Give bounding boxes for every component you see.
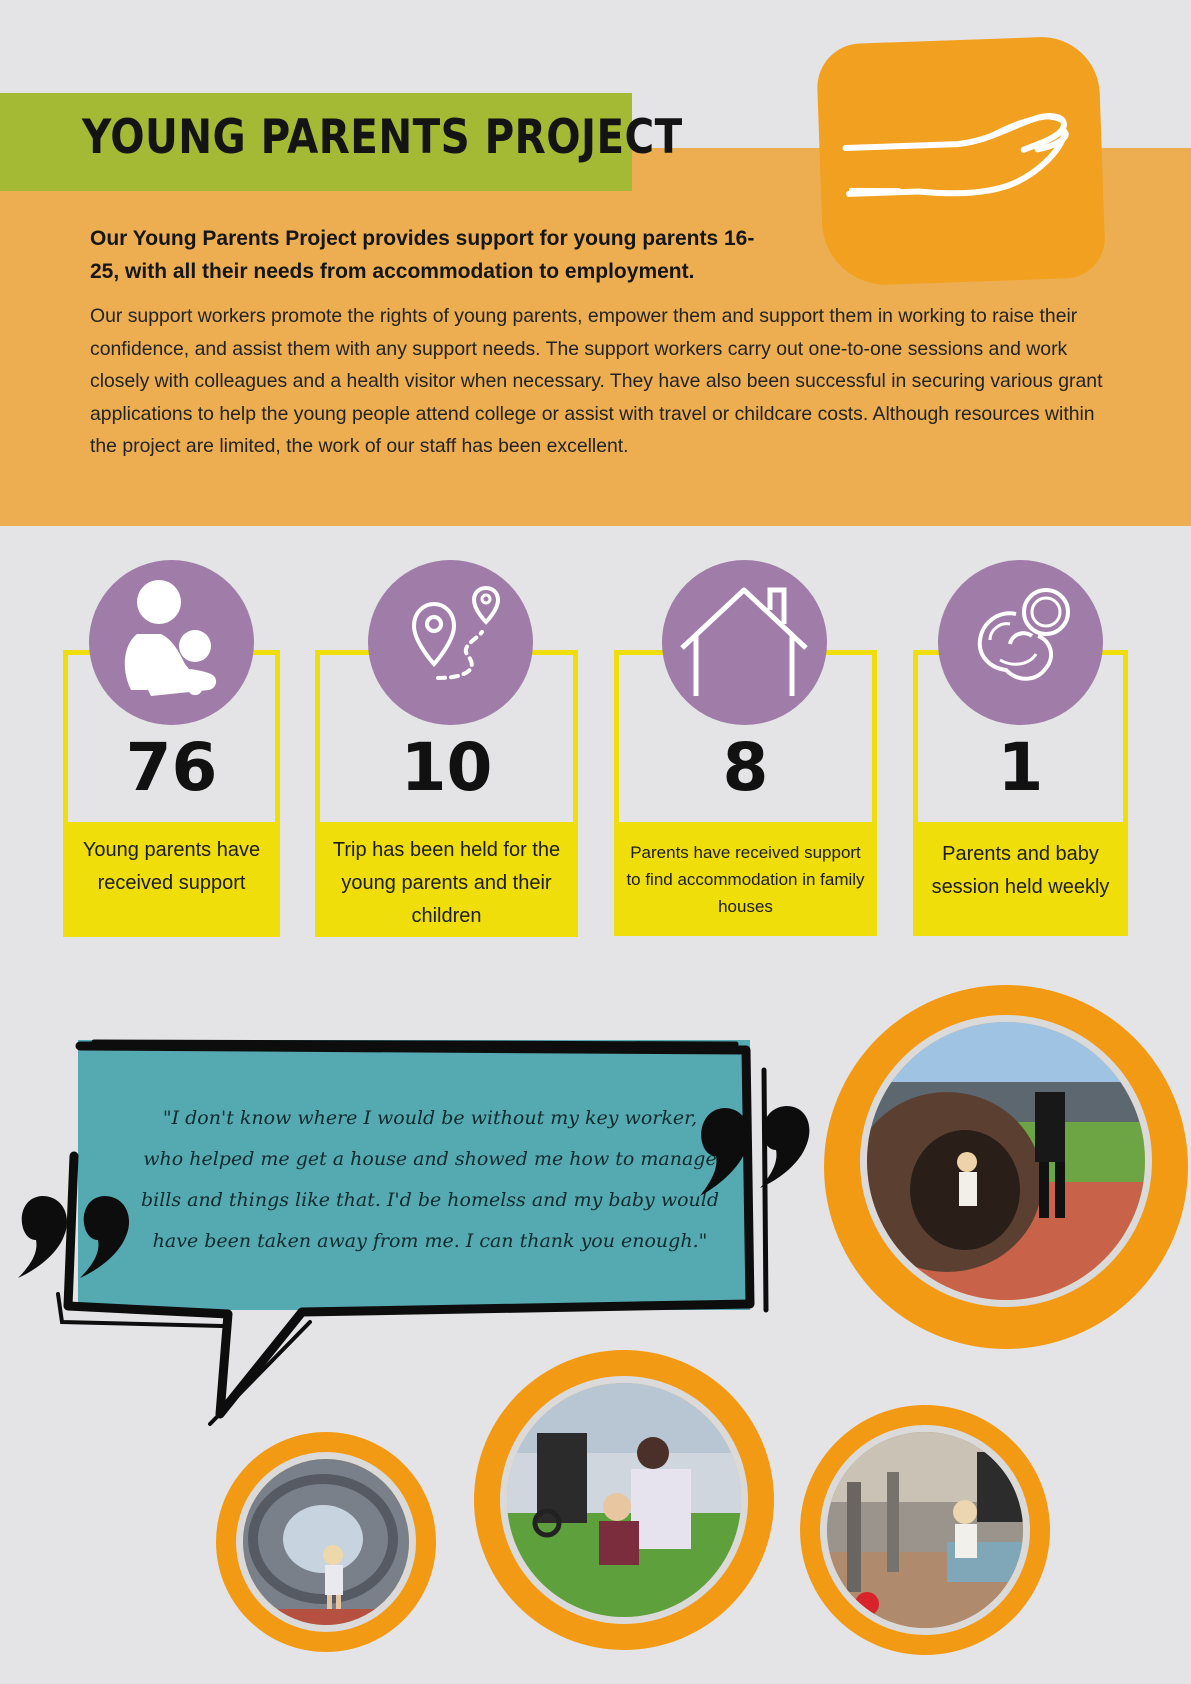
hand-tile bbox=[816, 35, 1106, 287]
stat-value: 8 bbox=[722, 729, 769, 806]
photo-ring bbox=[824, 985, 1188, 1349]
stat-label: Young parents have received support bbox=[82, 839, 261, 894]
stat-value: 10 bbox=[400, 729, 493, 806]
playground-grass-photo bbox=[500, 1376, 748, 1624]
page-title: YOUNG PARENTS PROJECT bbox=[82, 110, 683, 165]
open-quote-icon bbox=[12, 1192, 138, 1282]
playground-tunnel-photo bbox=[860, 1015, 1152, 1307]
photo-ring bbox=[216, 1432, 436, 1652]
tunnel-interior-photo bbox=[236, 1452, 416, 1632]
open-hand-icon bbox=[836, 102, 1080, 220]
intro-lead: Our Young Parents Project provides support for young parents 16-25, with all their needs from accommodation to employment. bbox=[90, 227, 755, 283]
photo-ring bbox=[800, 1405, 1050, 1655]
house-icon bbox=[662, 560, 827, 725]
stat-value: 76 bbox=[125, 729, 218, 806]
close-quote-icon bbox=[688, 1102, 814, 1202]
stat-label: Trip has been held for the young parents and their children bbox=[332, 839, 561, 927]
pacifier-icon bbox=[938, 560, 1103, 725]
stat-icon-circle bbox=[89, 560, 254, 725]
map-route-icon bbox=[368, 560, 533, 725]
water-play-photo bbox=[820, 1425, 1030, 1635]
stat-label: Parents have received support to find accommodation in family houses bbox=[626, 843, 865, 916]
photo-ring bbox=[474, 1350, 774, 1650]
stat-icon-circle bbox=[938, 560, 1103, 725]
stat-icon-circle bbox=[368, 560, 533, 725]
stat-label: Parents and baby session held weekly bbox=[931, 843, 1110, 898]
stat-value: 1 bbox=[997, 729, 1044, 806]
intro-body: Our support workers promote the rights of young parents, empower them and support them in working to raise their confidence, and assist them with any support needs. The support workers carry out one-to-one sessions and work closely with colleagues and a health visitor when necessary. They have also been successful in securing various grant applications to help the young people attend college or assist with travel or childcare costs. Although resources within the project are limited, the work of our staff has been excellent. bbox=[90, 305, 1103, 457]
parent-baby-icon bbox=[89, 560, 254, 725]
stat-icon-circle bbox=[662, 560, 827, 725]
testimonial-quote: "I don't know where I would be without my key worker, who helped me get a house and showed me how to manage bills and things like that. I'd be homelss and my baby would have been taken away from me. I can thank you enough." bbox=[140, 1107, 720, 1252]
